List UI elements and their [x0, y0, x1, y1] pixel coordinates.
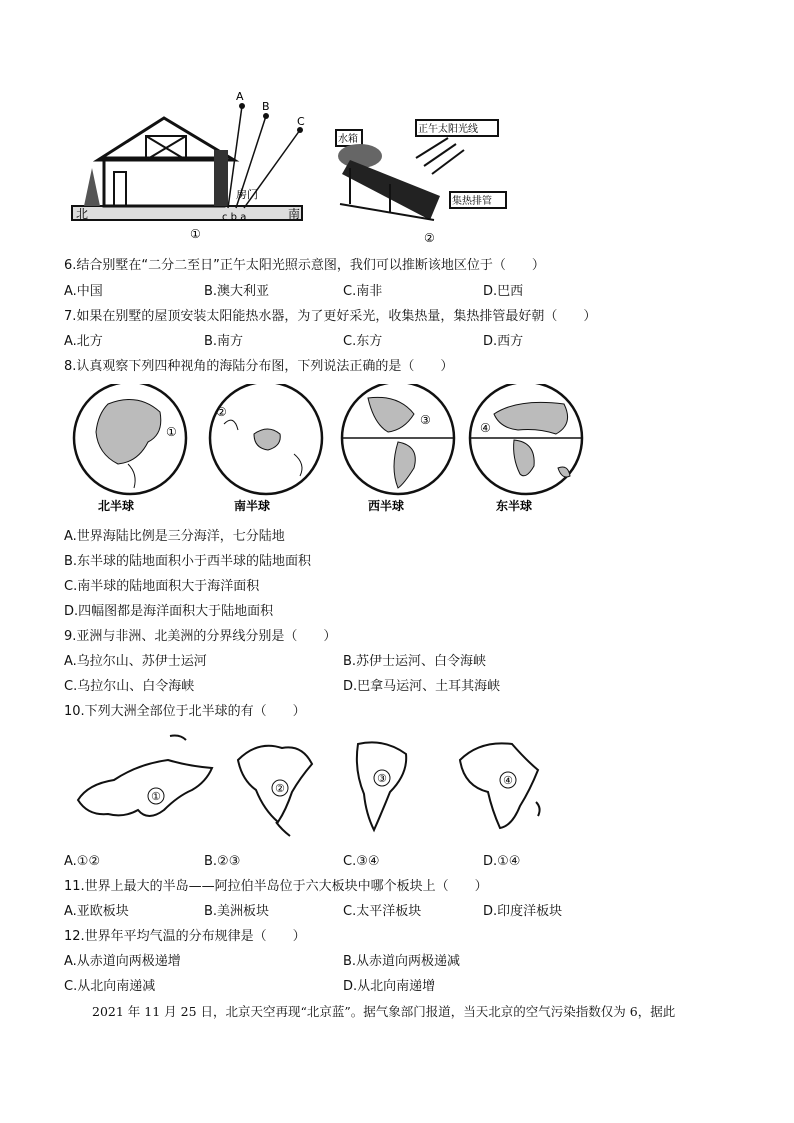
- q7-option-d[interactable]: D.西方: [483, 334, 524, 349]
- globe-north-hemisphere: [74, 384, 186, 513]
- continent-map-3: [357, 742, 406, 830]
- continent-map-2: [238, 746, 312, 836]
- figure-number-1: ①: [190, 227, 201, 241]
- q8-option-a[interactable]: A.世界海陆比例是三分海洋，七分陆地: [64, 529, 285, 544]
- continent-map-1: [78, 736, 212, 817]
- figure-number-2: ②: [424, 231, 435, 245]
- q12-option-a[interactable]: A.从赤道向两极递增: [64, 954, 181, 969]
- q10-option-b[interactable]: B.②③: [204, 854, 241, 869]
- q7-option-b[interactable]: B.南方: [204, 334, 244, 349]
- villa-sunlight-figure: [64, 88, 364, 246]
- tree-icon: [84, 168, 100, 206]
- continent-map-4: [460, 743, 540, 828]
- q12-option-b[interactable]: B.从赤道向两极递减: [343, 954, 461, 969]
- q8-option-c[interactable]: C.南半球的陆地面积大于海洋面积: [64, 579, 260, 594]
- globe-4-caption: 东半球: [496, 499, 533, 513]
- map-4-number: ④: [503, 774, 513, 787]
- globe-west-hemisphere: [342, 384, 454, 513]
- q6-option-d[interactable]: D.巴西: [483, 284, 524, 299]
- q6-option-a[interactable]: A.中国: [64, 284, 103, 299]
- q10-option-c[interactable]: C.③④: [343, 854, 380, 869]
- q11-option-a[interactable]: A.亚欧板块: [64, 904, 129, 919]
- q8-option-d[interactable]: D.四幅图都是海洋面积大于陆地面积: [64, 604, 274, 619]
- ray-label-b: B: [262, 100, 270, 113]
- south-label: 南: [288, 207, 301, 221]
- q9-option-a[interactable]: A.乌拉尔山、苏伊士运河: [64, 654, 207, 669]
- question-6-stem: 6.结合别墅在“二分二至日”正午太阳光照示意图，我们可以推断该地区位于（ ）: [64, 258, 545, 273]
- question-9-stem: 9.亚洲与非洲、北美洲的分界线分别是（ ）: [64, 629, 337, 644]
- q9-option-b[interactable]: B.苏伊士运河、白令海峡: [343, 654, 487, 669]
- door-label: 房门: [236, 188, 258, 201]
- solar-heater-figure: [330, 108, 530, 248]
- q12-option-c[interactable]: C.从北向南递减: [64, 979, 156, 994]
- q7-option-c[interactable]: C.东方: [343, 334, 383, 349]
- question-11-stem: 11.世界上最大的半岛——阿拉伯半岛位于六大板块中哪个板块上（ ）: [64, 879, 488, 894]
- globe-4-number: ④: [480, 421, 491, 435]
- q9-option-c[interactable]: C.乌拉尔山、白令海峡: [64, 679, 195, 694]
- globe-1-number: ①: [166, 425, 177, 439]
- globe-2-caption: 南半球: [234, 499, 271, 513]
- question-10-stem: 10.下列大洲全部位于北半球的有（ ）: [64, 704, 306, 719]
- q10-option-a[interactable]: A.①②: [64, 854, 101, 869]
- globe-2-number: ②: [216, 405, 227, 419]
- question-8-stem: 8.认真观察下列四种视角的海陆分布图，下列说法正确的是（ ）: [64, 359, 454, 374]
- q9-option-d[interactable]: D.巴拿马运河、土耳其海峡: [343, 679, 501, 694]
- q6-option-c[interactable]: C.南非: [343, 284, 383, 299]
- question-7-stem: 7.如果在别墅的屋顶安装太阳能热水器，为了更好采光，收集热量，集热排管最好朝（ ）: [64, 309, 597, 324]
- globe-south-hemisphere: [210, 384, 322, 513]
- tank-label: 水箱: [338, 134, 358, 145]
- globe-3-number: ③: [420, 413, 431, 427]
- q8-option-b[interactable]: B.东半球的陆地面积小于西半球的陆地面积: [64, 554, 312, 569]
- q11-option-b[interactable]: B.美洲板块: [204, 904, 270, 919]
- question-12-stem: 12.世界年平均气温的分布规律是（ ）: [64, 929, 306, 944]
- sunlight-label: 正午太阳光线: [418, 124, 478, 135]
- q7-option-a[interactable]: A.北方: [64, 334, 103, 349]
- collector-label: 集热排管: [452, 196, 492, 207]
- hemisphere-maps-figure: [68, 384, 588, 516]
- q10-option-d[interactable]: D.①④: [483, 854, 521, 869]
- map-3-number: ③: [377, 772, 387, 785]
- map-1-number: ①: [151, 790, 161, 803]
- ray-label-c: C: [297, 115, 305, 128]
- north-label: 北: [76, 207, 89, 221]
- globe-1-caption: 北半球: [98, 499, 135, 513]
- continent-maps-figure: [68, 730, 568, 842]
- q11-option-c[interactable]: C.太平洋板块: [343, 904, 422, 919]
- globe-3-caption: 西半球: [368, 499, 405, 513]
- globe-east-hemisphere: [470, 384, 582, 513]
- map-2-number: ②: [275, 782, 285, 795]
- q6-option-b[interactable]: B.澳大利亚: [204, 284, 270, 299]
- q12-option-d[interactable]: D.从北向南递增: [343, 979, 436, 994]
- ground-marks: c b a: [222, 212, 247, 223]
- q11-option-d[interactable]: D.印度洋板块: [483, 904, 563, 919]
- ray-label-a: A: [236, 90, 244, 103]
- reading-passage: 2021 年 11 月 25 日，北京天空再现“北京蓝”。据气象部门报道，当天北京的空气污染指数仅为 6，据此: [92, 1004, 676, 1019]
